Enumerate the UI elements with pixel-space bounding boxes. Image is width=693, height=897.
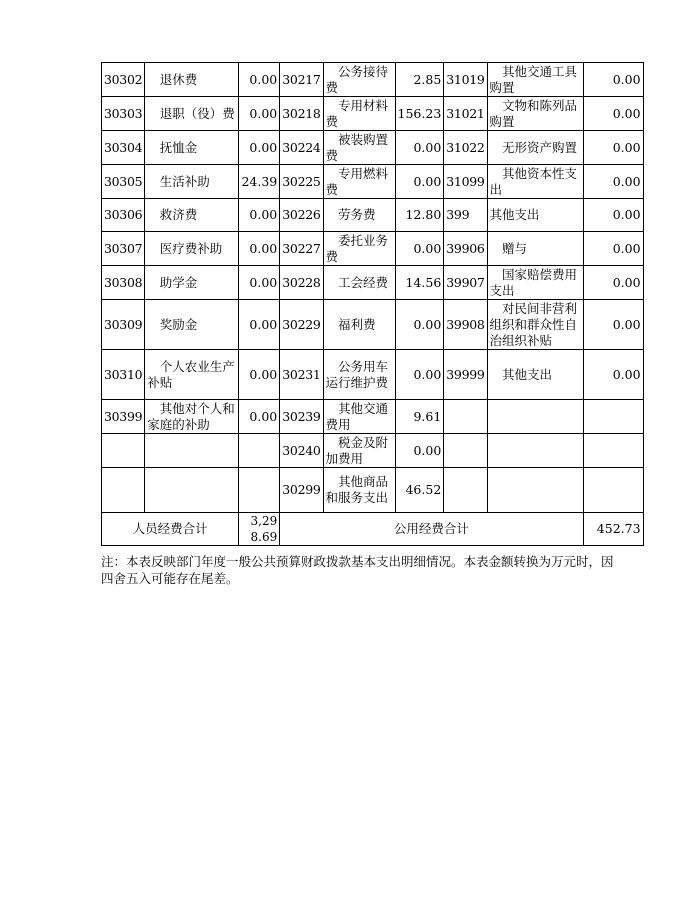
- item-name-cell: [487, 434, 583, 468]
- item-name-cell: 其他支出: [487, 199, 583, 232]
- item-name-cell: 其他交通费用: [323, 400, 395, 434]
- item-name-cell: 其他交通工具购置: [487, 63, 583, 97]
- amount-cell: 9.61: [395, 400, 444, 434]
- amount-cell: 0.00: [239, 266, 280, 300]
- amount-cell: 0.00: [583, 232, 643, 266]
- code-cell: 30231: [280, 350, 323, 400]
- amount-cell: 24.39: [239, 165, 280, 199]
- item-name-cell: [145, 434, 239, 468]
- code-cell: 30227: [280, 232, 323, 266]
- table-row: [102, 63, 644, 97]
- amount-cell: 12.80: [395, 199, 444, 232]
- table-row: [102, 266, 644, 300]
- amount-cell: [239, 434, 280, 468]
- item-name-cell: [145, 468, 239, 513]
- item-name-cell: 福利费: [323, 300, 395, 350]
- amount-cell: 0.00: [239, 97, 280, 131]
- amount-cell: 0.00: [395, 131, 444, 165]
- item-name-cell: 抚恤金: [145, 131, 239, 165]
- code-cell: 30302: [102, 63, 145, 97]
- code-cell: [444, 434, 487, 468]
- code-cell: 31022: [444, 131, 487, 165]
- code-cell: 30309: [102, 300, 145, 350]
- amount-cell: 0.00: [395, 350, 444, 400]
- table-row: [102, 199, 644, 232]
- code-cell: 30226: [280, 199, 323, 232]
- item-name-cell: 其他商品和服务支出: [323, 468, 395, 513]
- amount-cell: 2.85: [395, 63, 444, 97]
- table-body: [102, 63, 644, 546]
- item-name-cell: [487, 400, 583, 434]
- personnel-total-label: 人员经费合计: [102, 513, 239, 546]
- amount-cell: 0.00: [583, 131, 643, 165]
- code-cell: 30305: [102, 165, 145, 199]
- table-row: [102, 131, 644, 165]
- public-total-label: 公用经费合计: [280, 513, 583, 546]
- code-cell: 39999: [444, 350, 487, 400]
- table-row: [102, 468, 644, 513]
- table-row: [102, 97, 644, 131]
- code-cell: 30399: [102, 400, 145, 434]
- public-total-value: 452.73: [583, 513, 643, 546]
- item-name-cell: 医疗费补助: [145, 232, 239, 266]
- amount-cell: 14.56: [395, 266, 444, 300]
- amount-cell: [583, 434, 643, 468]
- table-row: [102, 400, 644, 434]
- item-name-cell: 专用材料费: [323, 97, 395, 131]
- code-cell: 30304: [102, 131, 145, 165]
- amount-cell: 0.00: [239, 400, 280, 434]
- amount-cell: 0.00: [583, 300, 643, 350]
- table-row: [102, 350, 644, 400]
- item-name-cell: 其他对个人和家庭的补助: [145, 400, 239, 434]
- code-cell: 39908: [444, 300, 487, 350]
- code-cell: 30299: [280, 468, 323, 513]
- amount-cell: 0.00: [395, 434, 444, 468]
- amount-cell: [583, 400, 643, 434]
- code-cell: 30239: [280, 400, 323, 434]
- item-name-cell: 国家赔偿费用支出: [487, 266, 583, 300]
- item-name-cell: 对民间非营利组织和群众性自治组织补贴: [487, 300, 583, 350]
- amount-cell: [583, 468, 643, 513]
- amount-cell: 0.00: [583, 165, 643, 199]
- table-row: [102, 232, 644, 266]
- item-name-cell: 公务用车运行维护费: [323, 350, 395, 400]
- amount-cell: 0.00: [583, 63, 643, 97]
- amount-cell: 0.00: [239, 131, 280, 165]
- code-cell: 39906: [444, 232, 487, 266]
- amount-cell: 0.00: [239, 63, 280, 97]
- code-cell: 399: [444, 199, 487, 232]
- item-name-cell: 赠与: [487, 232, 583, 266]
- amount-cell: 0.00: [239, 232, 280, 266]
- table-row: [102, 434, 644, 468]
- code-cell: 39907: [444, 266, 487, 300]
- code-cell: 30224: [280, 131, 323, 165]
- amount-cell: 0.00: [395, 232, 444, 266]
- amount-cell: 0.00: [395, 300, 444, 350]
- item-name-cell: 其他资本性支出: [487, 165, 583, 199]
- code-cell: 30218: [280, 97, 323, 131]
- item-name-cell: [487, 468, 583, 513]
- code-cell: 31021: [444, 97, 487, 131]
- amount-cell: 0.00: [239, 300, 280, 350]
- item-name-cell: 工会经费: [323, 266, 395, 300]
- item-name-cell: 奖励金: [145, 300, 239, 350]
- code-cell: [444, 400, 487, 434]
- code-cell: 30228: [280, 266, 323, 300]
- amount-cell: [239, 468, 280, 513]
- table-row: [102, 300, 644, 350]
- item-name-cell: 公务接待费: [323, 63, 395, 97]
- code-cell: 30303: [102, 97, 145, 131]
- item-name-cell: 助学金: [145, 266, 239, 300]
- code-cell: 30225: [280, 165, 323, 199]
- amount-cell: 46.52: [395, 468, 444, 513]
- item-name-cell: 其他支出: [487, 350, 583, 400]
- item-name-cell: 救济费: [145, 199, 239, 232]
- amount-cell: 156.23: [395, 97, 444, 131]
- code-cell: 30306: [102, 199, 145, 232]
- amount-cell: 0.00: [239, 199, 280, 232]
- code-cell: 30307: [102, 232, 145, 266]
- code-cell: [444, 468, 487, 513]
- item-name-cell: 退职（役）费: [145, 97, 239, 131]
- item-name-cell: 劳务费: [323, 199, 395, 232]
- code-cell: 31019: [444, 63, 487, 97]
- item-name-cell: 退休费: [145, 63, 239, 97]
- item-name-cell: 无形资产购置: [487, 131, 583, 165]
- code-cell: 30217: [280, 63, 323, 97]
- item-name-cell: 生活补助: [145, 165, 239, 199]
- code-cell: [102, 434, 145, 468]
- expenditure-detail-table: [101, 62, 644, 546]
- amount-cell: 0.00: [583, 350, 643, 400]
- code-cell: [102, 468, 145, 513]
- personnel-total-value: 3,298.69: [239, 513, 280, 546]
- amount-cell: 0.00: [239, 350, 280, 400]
- code-cell: 31099: [444, 165, 487, 199]
- amount-cell: 0.00: [395, 165, 444, 199]
- item-name-cell: 文物和陈列品购置: [487, 97, 583, 131]
- amount-cell: 0.00: [583, 266, 643, 300]
- item-name-cell: 委托业务费: [323, 232, 395, 266]
- totals-row: [102, 513, 644, 546]
- code-cell: 30308: [102, 266, 145, 300]
- item-name-cell: 个人农业生产补贴: [145, 350, 239, 400]
- code-cell: 30310: [102, 350, 145, 400]
- item-name-cell: 专用燃料费: [323, 165, 395, 199]
- code-cell: 30240: [280, 434, 323, 468]
- amount-cell: 0.00: [583, 199, 643, 232]
- code-cell: 30229: [280, 300, 323, 350]
- table-footnote: 注：本表反映部门年度一般公共预算财政拨款基本支出明细情况。本表金额转换为万元时，因四舍五入可能存在尾差。: [101, 554, 614, 586]
- item-name-cell: 被装购置费: [323, 131, 395, 165]
- item-name-cell: 税金及附加费用: [323, 434, 395, 468]
- amount-cell: 0.00: [583, 97, 643, 131]
- table-row: [102, 165, 644, 199]
